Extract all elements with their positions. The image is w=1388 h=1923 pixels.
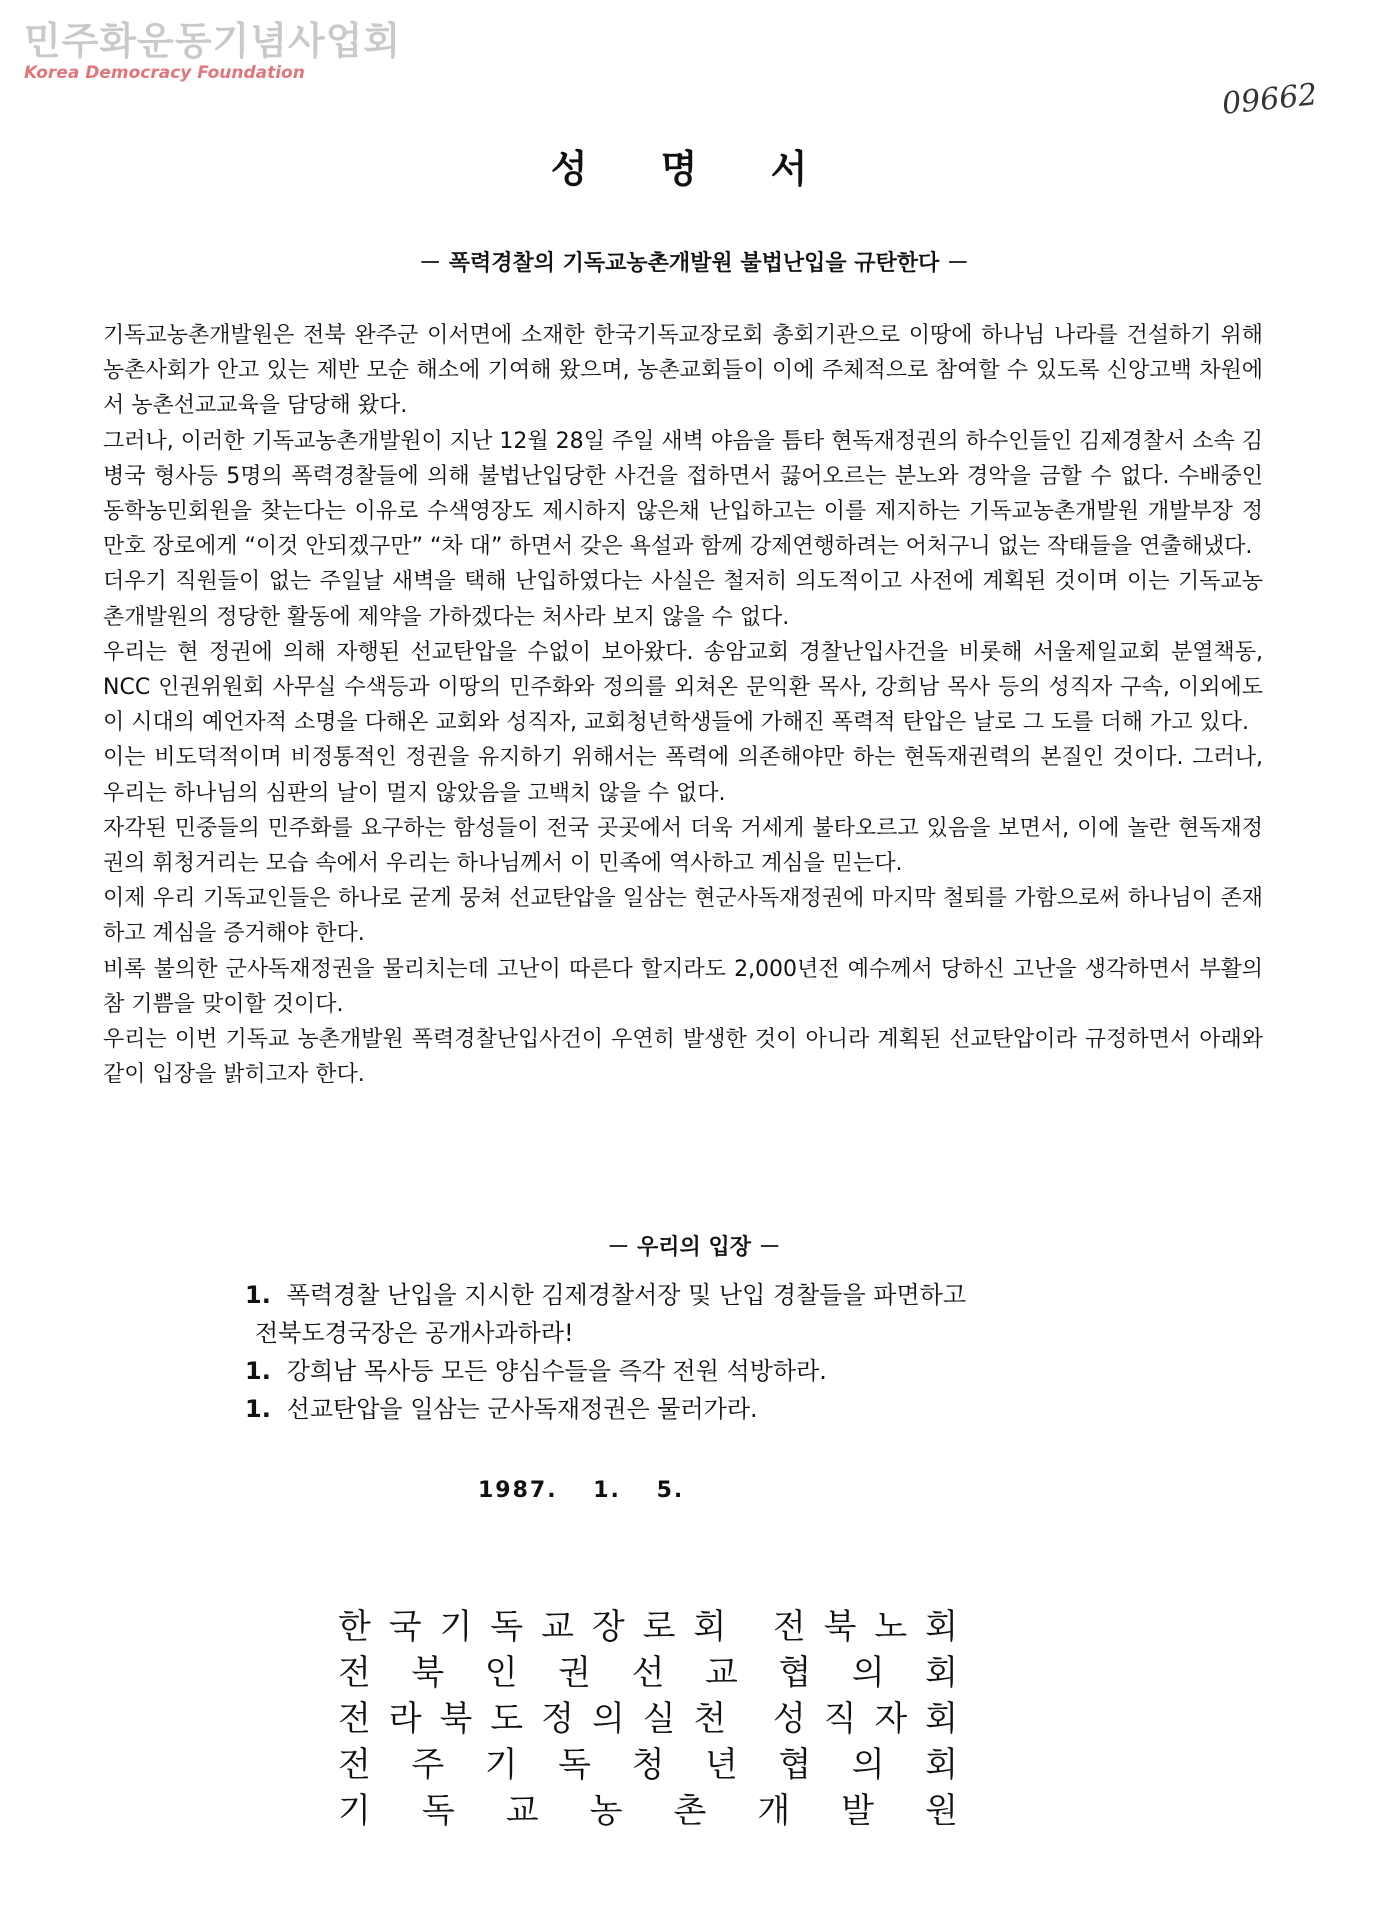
position-number: 1. <box>245 1357 271 1385</box>
signer-char: 기 <box>484 1745 518 1785</box>
signer-char: 의 <box>851 1653 885 1693</box>
document-subtitle: － 폭력경찰의 기독교농촌개발원 불법난입을 규탄한다 － <box>419 251 969 276</box>
position-text: 전북도경국장은 공개사과하라! <box>255 1319 574 1347</box>
signer-char: 협 <box>778 1653 812 1693</box>
watermark-korean: 민주화운동기념사업회 <box>24 19 402 63</box>
signer-char: 개 <box>757 1791 791 1831</box>
signer-char: 회 <box>925 1745 958 1785</box>
signer-char: 로 <box>642 1607 676 1647</box>
position-text: 선교탄압을 일삼는 군사독재정권은 물러가라. <box>286 1395 758 1423</box>
handwritten-archive-number: 09662 <box>1220 77 1320 122</box>
signer-char: 회 <box>925 1653 958 1693</box>
positions-list <box>245 1276 1145 1428</box>
signer-char: 주 <box>411 1745 445 1785</box>
signer-char: 독 <box>558 1745 592 1785</box>
signer-char: 발 <box>841 1791 875 1831</box>
signer <box>338 1650 958 1696</box>
signer <box>338 1604 958 1650</box>
signer-char: 북 <box>823 1607 857 1647</box>
signer-char: 전 <box>338 1699 371 1739</box>
position-item <box>245 1390 1145 1428</box>
signer-char: 전 <box>772 1607 806 1647</box>
paragraph: 우리는 현 정권에 의해 자행된 선교탄압을 수없이 보아왔다. 송암교회 경찰난입사건을 비롯해 서울제일교회 분열책동, NCC 인권위원회 사무실 수색등과 이땅의 민주화와 정의를 외쳐온 문익환 목사, 강희남 목사 등의 성직자 구속, 이외에도 이 시대의 예언자적 소명을 다해온 교회와 성직자, 교회청년학생들에 가해진 폭력적 탄압은 날로 그 도를 더해 가고 있다. <box>103 639 1263 736</box>
signer-char: 장 <box>591 1607 625 1647</box>
signer-char: 북 <box>411 1653 445 1693</box>
positions-heading: － 우리의 입장 － <box>607 1235 781 1260</box>
signer <box>338 1742 958 1788</box>
signer-char <box>744 1604 755 1650</box>
paragraph: 기독교농촌개발원은 전북 완주군 이서면에 소재한 한국기독교장로회 총회기관으로 이땅에 하나님 나라를 건설하기 위해 농촌사회가 안고 있는 제반 모순 해소에 기여해 왔으며, 농촌교회들이 이에 주체적으로 참여할 수 있도록 신앙고백 차원에서 농촌선교교육을 담당해 왔다. <box>103 323 1263 419</box>
paragraph: 자각된 민중들의 민주화를 요구하는 함성들이 전국 곳곳에서 더욱 거세게 불타오르고 있음을 보면서, 이에 놀란 현독재정권의 휘청거리는 모습 속에서 우리는 하나님께서 이 민족에 역사하고 계심을 믿는다. <box>103 815 1263 877</box>
signer-char: 직 <box>823 1699 857 1739</box>
signer-char: 의 <box>591 1699 625 1739</box>
signer <box>338 1788 958 1834</box>
position-item <box>245 1352 1145 1390</box>
paragraph: 더우기 직원들이 없는 주일날 새벽을 택해 난입하였다는 사실은 철저히 의도적이고 사전에 계획된 것이며 이는 기독교농촌개발원의 정당한 활동에 제약을 가하겠다는 처사라 보지 않을 수 없다. <box>103 569 1263 630</box>
signer-char: 년 <box>704 1745 738 1785</box>
paragraph: 이제 우리 기독교인들은 하나로 굳게 뭉쳐 선교탄압을 일삼는 현군사독재정권에 마지막 철퇴를 가함으로써 하나님이 존재하고 계심을 증거해야 한다. <box>103 886 1263 947</box>
signer-char: 권 <box>558 1653 592 1693</box>
signer-char: 천 <box>693 1699 727 1739</box>
paragraph: 이는 비도덕적이며 비정통적인 정권을 유지하기 위해서는 폭력에 의존해야만 하는 현독재권력의 본질인 것이다. 그러나, 우리는 하나님의 심판의 날이 멀지 않았음을 고백치 않을 수 없다. <box>103 745 1263 806</box>
position-number: 1. <box>245 1281 271 1309</box>
watermark <box>24 18 401 84</box>
position-number: 1. <box>245 1395 271 1423</box>
signer-char: 정 <box>541 1699 574 1739</box>
signer-char: 회 <box>925 1607 958 1647</box>
signer-char: 독 <box>490 1607 524 1647</box>
signer-char: 전 <box>338 1745 371 1785</box>
signer-char: 교 <box>541 1607 574 1647</box>
signer-char: 원 <box>925 1791 958 1831</box>
paragraph: 비록 불의한 군사독재정권을 물리치는데 고난이 따른다 할지라도 2,000년전 예수께서 당하신 고난을 생각하면서 부활의 참 기쁨을 맞이할 것이다. <box>103 956 1263 1017</box>
signer-char: 인 <box>484 1653 518 1693</box>
signer-char <box>744 1696 755 1742</box>
signer-char: 전 <box>338 1653 371 1693</box>
signer-char: 실 <box>642 1699 676 1739</box>
signer-char: 의 <box>851 1745 885 1785</box>
signer-char: 국 <box>388 1607 422 1647</box>
paragraph: 그러나, 이러한 기독교농촌개발원이 지난 12월 28일 주일 새벽 야음을 틈타 현독재정권의 하수인들인 김제경찰서 소속 김병국 형사등 5명의 폭력경찰들에 의해 불법난입당한 사건을 접하면서 끓어오르는 분노와 경악을 금할 수 없다. 수배중인 동학농민회원을 찾는다는 이유로 수색영장도 제시하지 않은채 난입하고는 이를 제지하는 기독교농촌개발원 개발부장 정만호 장로에게 “이것 안되겠구만” “차 대” 하면서 갖은 욕설과 함께 강제연행하려는 어처구니 없는 작태들을 연출해냈다. <box>103 428 1263 560</box>
position-text: 강희남 목사등 모든 양심수들을 즉각 전원 석방하라. <box>286 1357 827 1385</box>
signer-char: 노 <box>874 1607 908 1647</box>
signer <box>338 1696 958 1742</box>
position-item <box>245 1276 1145 1314</box>
signer-char: 촌 <box>673 1791 707 1831</box>
document-date: 1987. 1. 5. <box>478 1478 685 1503</box>
signer-char: 협 <box>778 1745 812 1785</box>
signer-char: 교 <box>704 1653 738 1693</box>
watermark-english: Korea Democracy Foundation <box>24 63 305 83</box>
position-text: 폭력경찰 난입을 지시한 김제경찰서장 및 난입 경찰들을 파면하고 <box>286 1281 967 1309</box>
signers-list <box>338 1604 958 1834</box>
document-title: 성 명 서 <box>550 147 838 191</box>
signer-char: 북 <box>439 1699 473 1739</box>
signer-char: 회 <box>693 1607 727 1647</box>
signer-char: 회 <box>925 1699 958 1739</box>
signer-char: 자 <box>874 1699 908 1739</box>
position-item-continuation <box>245 1314 1145 1352</box>
paragraph: 우리는 이번 기독교 농촌개발원 폭력경찰난입사건이 우연히 발생한 것이 아니라 계획된 선교탄압이라 규정하면서 아래와 같이 입장을 밝히고자 한다. <box>103 1027 1263 1088</box>
document-body <box>103 318 1263 1092</box>
signer-char: 농 <box>589 1791 623 1831</box>
signer-char: 교 <box>505 1791 539 1831</box>
signer-char: 라 <box>388 1699 422 1739</box>
signer-char: 기 <box>439 1607 473 1647</box>
signer-char: 선 <box>631 1653 665 1693</box>
signer-char: 독 <box>421 1791 455 1831</box>
signer-char: 성 <box>772 1699 806 1739</box>
signer-char: 기 <box>338 1791 371 1831</box>
signer-char: 한 <box>338 1607 371 1647</box>
signer-char: 도 <box>490 1699 524 1739</box>
signer-char: 청 <box>631 1745 665 1785</box>
